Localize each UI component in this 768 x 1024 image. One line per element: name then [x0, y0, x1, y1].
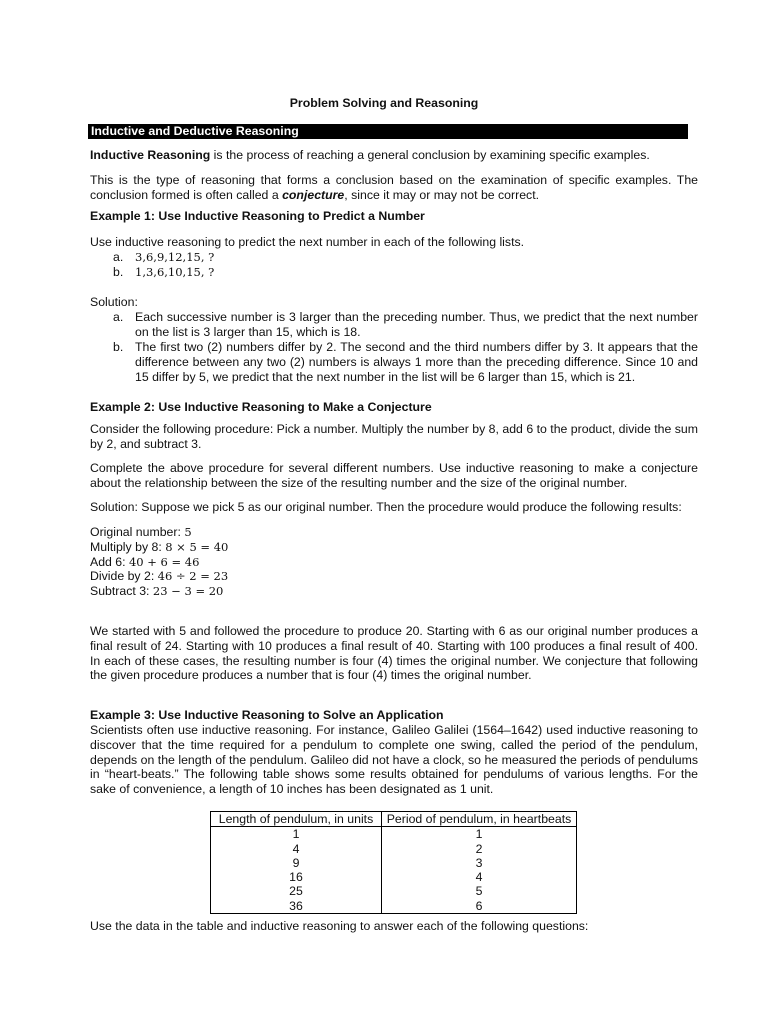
step-label: Subtract 3:	[90, 584, 153, 599]
step-math: 46 ÷ 2 = 23	[157, 569, 229, 584]
solution-text: Each successive number is 3 larger than the preceding number. Thus, we predict that the next number on the list is 3 larger than 15, which is 18.	[135, 310, 698, 339]
term-conjecture: conjecture	[282, 187, 345, 202]
example2-conclusion: We started with 5 and followed the procedure to produce 20. Starting with 6 as our original number produces a final result of 24. Starting with 10 produces a final result of 40. Starting with 100 produces a final result of 400. In each of these cases, the resulting number is four (4) times the original number. We conjecture that following the given procedure produces a number that is four (4) times the original number.	[90, 624, 698, 683]
example2-solution: Solution: Suppose we pick 5 as our original number. Then the procedure would produce the following results:	[90, 500, 682, 514]
term-inductive-reasoning: Inductive Reasoning	[90, 148, 211, 162]
example1-prompt: Use inductive reasoning to predict the next number in each of the following lists.	[90, 235, 525, 249]
step-row	[90, 540, 698, 555]
step-label: Add 6:	[90, 554, 129, 569]
example3-paragraph: Scientists often use inductive reasoning. For instance, Galileo Galilei (1564–1642) used inductive reasoning to discover that the time required for a pendulum to complete one swing, called the period of the pendulum, depends on the length of the pendulum. Galileo did not have a clock, so he measured the periods of pendulums in “heart-beats.” The following table shows some results obtained for pendulums of various lengths. For the sake of convenience, a length of 10 inches has been designated as 1 unit.	[90, 723, 698, 797]
step-math: 5	[184, 525, 192, 539]
table-cell: 6	[382, 899, 577, 914]
number-sequence: 3,6,9,12,15, ?	[135, 250, 215, 264]
list-label: a.	[113, 250, 124, 264]
example3-after-table: Use the data in the table and inductive reasoning to answer each of the following questions:	[90, 919, 589, 933]
conjecture-text-before: This is the type of reasoning that forms a conclusion based on the examination of specific examples. The conclusion formed is often called a	[90, 173, 698, 202]
definition-text: is the process of reaching a general conclusion by examining specific examples.	[210, 148, 650, 162]
table-header-period: Period of pendulum, in heartbeats	[382, 812, 577, 827]
table-header-row	[211, 812, 577, 827]
step-row	[90, 525, 698, 540]
table-cell: 36	[211, 899, 382, 914]
example2-task: Complete the above procedure for several different numbers. Use inductive reasoning to make a conjecture about the relationship between the size of the resulting number and the size of the original number.	[90, 461, 698, 490]
table-cell: 16	[211, 870, 382, 884]
list-label: a.	[113, 310, 124, 324]
table-row	[211, 827, 577, 842]
step-row	[90, 555, 698, 570]
conjecture-paragraph	[90, 173, 698, 203]
conjecture-text-after: , since it may or may not be correct.	[344, 187, 540, 202]
solution-label: Solution:	[90, 295, 138, 309]
table-row	[211, 899, 577, 914]
list-label: b.	[113, 265, 124, 279]
page-title: Problem Solving and Reasoning	[289, 96, 479, 110]
table-cell: 4	[382, 870, 577, 884]
step-label: Multiply by 8:	[90, 539, 166, 554]
table-cell: 1	[211, 827, 382, 842]
procedure-steps	[90, 525, 698, 599]
table-cell: 2	[382, 842, 577, 856]
example2-heading: Example 2: Use Inductive Reasoning to Make a Conjecture	[90, 400, 432, 414]
step-row	[90, 569, 698, 584]
table-cell: 9	[211, 856, 382, 870]
example1-heading: Example 1: Use Inductive Reasoning to Predict a Number	[90, 209, 425, 223]
step-label: Divide by 2:	[90, 569, 158, 584]
table-cell: 5	[382, 884, 577, 898]
table-cell: 4	[211, 842, 382, 856]
number-sequence: 1,3,6,10,15, ?	[135, 265, 215, 279]
list-label: b.	[113, 340, 124, 354]
step-row	[90, 584, 698, 599]
table-row	[211, 884, 577, 898]
step-math: 8 × 5 = 40	[165, 539, 229, 554]
step-math: 23 − 3 = 20	[152, 584, 224, 599]
table-header-length: Length of pendulum, in units	[211, 812, 382, 827]
solution-text: The first two (2) numbers differ by 2. The second and the third numbers differ by 3. It appears that the difference between any two (2) numbers is always 1 more than the preceding difference. Since 10 and 15 differ by 5, we predict that the next number in the list will be 6 larger than 15, which is 21.	[135, 340, 698, 384]
table-cell: 25	[211, 884, 382, 898]
table-cell: 1	[382, 827, 577, 842]
inductive-definition	[90, 148, 698, 163]
table-row	[211, 856, 577, 870]
section-banner: Inductive and Deductive Reasoning	[88, 124, 688, 139]
table-row	[211, 842, 577, 856]
pendulum-table	[210, 811, 577, 914]
table-cell: 3	[382, 856, 577, 870]
table-row	[211, 870, 577, 884]
step-label: Original number:	[90, 525, 185, 539]
step-math: 40 + 6 = 46	[128, 554, 200, 569]
example3-heading: Example 3: Use Inductive Reasoning to Solve an Application	[90, 708, 444, 722]
example2-procedure: Consider the following procedure: Pick a number. Multiply the number by 8, add 6 to the product, divide the sum by 2, and subtract 3.	[90, 422, 698, 451]
